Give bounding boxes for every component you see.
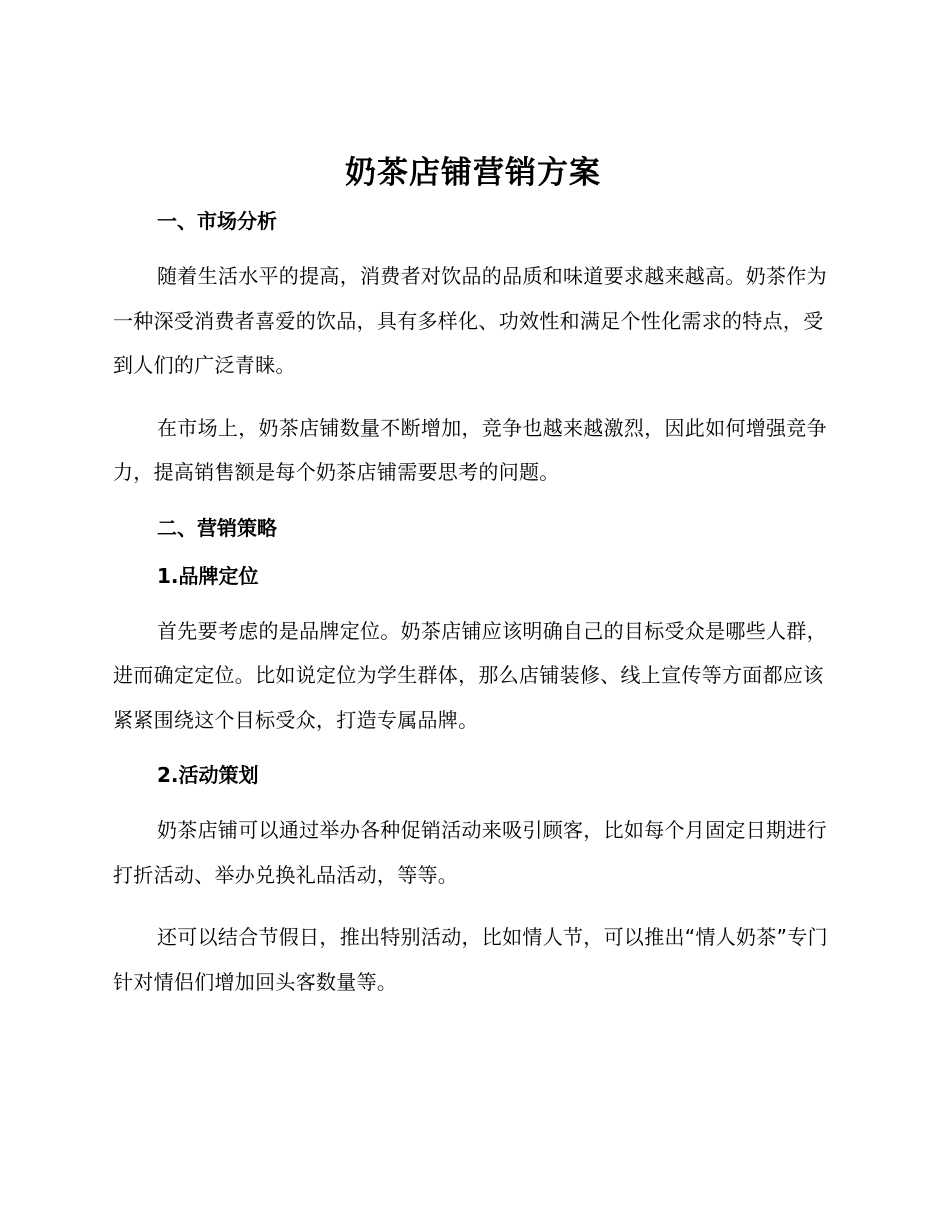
section-heading-market-analysis: 一、市场分析 — [157, 209, 277, 233]
document-title: 奶茶店铺营销方案 — [345, 155, 601, 191]
subheading-brand-positioning: 1.品牌定位 — [157, 563, 259, 588]
paragraph-market-1: 随着生活水平的提高，消费者对饮品的品质和味道要求越来越高。奶茶作为一种深受消费者喜爱的饮品，具有多样化、功效性和满足个性化需求的特点，受到人们的广泛青睐。 — [113, 264, 827, 377]
section-heading-marketing-strategy: 二、营销策略 — [157, 515, 277, 540]
subheading-activity-planning: 2.活动策划 — [157, 763, 259, 787]
paragraph-activity-1: 奶茶店铺可以通过举办各种促销活动来吸引顾客，比如每个月固定日期进行打折活动、举办兑换礼品活动，等等。 — [113, 818, 827, 887]
paragraph-market-2: 在市场上，奶茶店铺数量不断增加，竞争也越来越激烈，因此如何增强竞争力，提高销售额是每个奶茶店铺需要思考的问题。 — [113, 415, 827, 484]
paragraph-activity-2: 还可以结合节假日，推出特别活动，比如情人节，可以推出“情人奶茶”专门针对情侣们增加回头客数量等。 — [113, 925, 828, 994]
document-body — [113, 148, 833, 1004]
paragraph-brand-1: 首先要考虑的是品牌定位。奶茶店铺应该明确自己的目标受众是哪些人群，进而确定定位。比如说定位为学生群体，那么店铺装修、线上宣传等方面都应该紧紧围绕这个目标受众，打造专属品牌。 — [113, 618, 827, 732]
